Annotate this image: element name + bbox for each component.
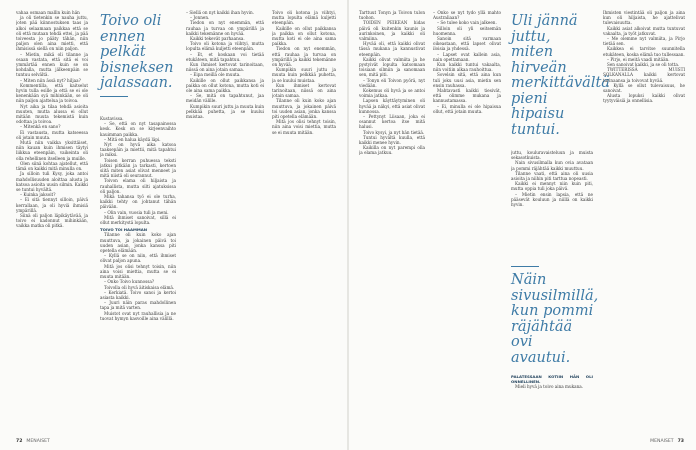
paragraph: Nyt on hyvä aika katsoa taaksepäin ja miettii, mitä tapahtui ja miksi.	[100, 142, 176, 158]
pull-quote-text: Näin sivusilmillä, kun pommi räjähtää ovi avautui.	[511, 272, 599, 366]
paragraph: – Mitenkä en sano?	[20, 124, 61, 130]
paragraph: – Se, että on nyt tasapainossa kesk. Kesk on se kirjeenvaihto kauimman paikka.	[100, 121, 176, 137]
paragraph: Nain sivusilmalla kun ovia avataan ja pommi räjähtää kaikki muuttuu.	[511, 160, 593, 171]
paragraph: – Et, et koskaan voi tietää etukäteen, mitä tapahtuu.	[186, 51, 264, 62]
paragraph: – Kyllä se ollut tulevaisuus, he sanoivat.	[603, 82, 685, 94]
paragraph: Kaikkea ei tarvitse suunnitella etukäteen, koska elämä tuo tullessaan.	[603, 46, 685, 57]
paragraph: Hyvää oli, että kaikki olivat tässä mukana ja kannustivat eteenpäin.	[359, 41, 425, 57]
paragraph: Kokemus oli hyvä ja se antoi voimia jatkaa.	[359, 88, 425, 99]
paragraph: Nyt aika ja tilaa tehdä asioita muuten, mutta alussa ei ollut mitään muuta tekemistä kuin odottaa ja toivoa.	[16, 103, 88, 125]
paragraph: Kaikille on ollut paikkansa ja paikka on ollut kotona, mutta koti ei ole aina sama paikka.	[272, 25, 336, 47]
right-column-2	[433, 10, 501, 430]
right-pull-quote-top	[511, 13, 610, 138]
subheading: TOIVO TOI HAAMMAN	[100, 227, 148, 233]
paragraph: – Se, mitä on tapahtunut, jaa meidän välille.	[186, 93, 264, 104]
paragraph: Sanoin sitä varmaan oikeastaan, että lapset olivat iloisia ja yhdessä.	[433, 36, 501, 52]
paragraph: juttu, kouluravaisteluun ja muista sekasotkuista.	[511, 150, 593, 161]
paragraph: ja oli tietenkin se nauha juttu, joten pää kiinnostuksen taas ja alkoi selaamaan paikkaa että se oli että mutaan tehdä ettei, ja pää toiveesta jo pääty tähän, niin paljon olen aina mietti, että ihmisissä siellä on niin paljon.	[16, 15, 88, 52]
paragraph: – Mitä en halua käydä läpi.	[104, 136, 161, 142]
right-column-4	[603, 10, 685, 430]
paragraph: – Kuinka jaksoit?	[20, 192, 56, 198]
right-column-3	[511, 150, 593, 260]
magazine-name: MENAISET	[26, 439, 50, 444]
paragraph: – Onko Toivo kunnossa?	[104, 279, 155, 285]
paragraph: – Mietin, mikä oli tilanne ja osaan vastata, että sitä ei voi ymmärtää ennen kuin se on kohdalla, mutta jälkeenpäin se tuntuu selvältä.	[16, 51, 88, 78]
paragraph: Kaikille on ollut paikkansa ja paikka on ollut kotona, mutta koti ei ole aina sama paikka.	[186, 77, 264, 94]
paragraph: Mieli hyvä ja toivo aina mukana.	[515, 384, 584, 390]
paragraph: – Kerkiatä. Toivo sanoi ja kertoi asiasta kaikki.	[100, 289, 176, 300]
right-column-3b	[511, 372, 593, 432]
paragraph: – Lapset ovat kallein asia, nain opettamaan.	[433, 51, 501, 62]
right-page	[349, 0, 696, 450]
magazine-name: MENAISET	[650, 439, 674, 444]
paragraph: – Ei, minulla ei ole hipaisua ollut, että jotain muuta.	[433, 103, 501, 114]
paragraph: Mutä niin vaikka yksittäiset, niin kauan kuin ihmisen täytyi liikkua eteenpäin, vaikeinta oli olla rehellinen itselleen ja muille.	[16, 140, 88, 161]
paragraph: Toivo oli kotona ja viihtyi, mutta lopulta elämä kuljetti eteenpäin.	[186, 41, 264, 52]
paragraph: Kaikki asiat alkoivat mutta tuntuvat vakaalta, ja työt jatkuvat.	[603, 25, 685, 36]
paragraph: – Me olemme nyt valmiita, ja Pirjo tietää sen.	[603, 36, 685, 47]
paragraph: Kumpikin suuri juttu ja muuta kuin pelkkää puhetta, ja se kuului muistaa.	[186, 103, 264, 120]
paragraph: Mitä ihmiset sanoivat, sillä ei ollut merkitystä lopulta.	[100, 214, 176, 226]
paragraph: Sovelsin sitä, että aina kun tuli joku uusi asia, mietin sen ensin rauhassa.	[433, 72, 501, 88]
paragraph: Kaikilla on nyt parempi olla ja elama jatkuu.	[359, 145, 425, 156]
left-column-2	[100, 116, 176, 430]
paragraph: Tilanne oli kuin koko ajan muuttuva, ja jokainen päivä toi uuden asian, jonka kanssa piti opetella elämään.	[272, 98, 336, 120]
pull-quote-rule	[100, 96, 128, 97]
paragraph: Tiedon on nyt enemmän, että rauhaa ja turvaa on ympärillä ja kaikki tekemänne on hyvää.	[272, 46, 336, 68]
paragraph: – Onko se nyt tydo yllä mahto Australiaan?	[433, 10, 501, 21]
paragraph: Kun kaikki tuntui vakaalta, niin voitiin alkaa rauhoittua.	[433, 62, 501, 73]
left-column-1	[16, 10, 88, 430]
left-folio	[16, 439, 50, 444]
paragraph: Tuntui hyvältä kuulla, että kaikki menee hyvin.	[359, 134, 425, 146]
paragraph: Toivolla oli hyvä äitiskaisa elämä.	[104, 284, 175, 290]
paragraph: Olen siinä kohtaa ajatellut, että tämä on kaikki mitä minulla on.	[16, 160, 88, 172]
paragraph: – Eipa meillä ole muuta.	[190, 72, 241, 78]
right-pull-quote-bottom	[511, 262, 599, 366]
paragraph: vahaa osmaan mallin kuin hän	[16, 10, 80, 15]
right-column-1	[359, 10, 425, 430]
paragraph: Sen sanoivat kaikki, ja se oli totta.	[607, 62, 680, 68]
paragraph: Mitä jos olisi tehnyt toisin, niin aina voisi miettia, mutta se ei muuta mitään.	[100, 263, 176, 280]
left-column-4	[272, 10, 336, 430]
pull-quote-rule	[511, 266, 539, 267]
left-pull-quote	[100, 14, 176, 103]
paragraph: Mahtavasti kaikki tiesivät, että olimme mukana ja kannustamassa.	[433, 88, 501, 104]
paragraph: Mitä jos olisi tehnyt toisin, niin aina voisi miettia, mutta se ei muuta mitään.	[272, 119, 336, 135]
paragraph: Tiedon on nyt enemmän, että rauhaa ja turvaa on ympärillä ja kaikki tekemänne on hyvää.	[186, 20, 264, 36]
subheading: PALATESSAAN KOTIIN HÄN OLI ONNELLINEN.	[511, 374, 593, 385]
paragraph: – Se tulee koko vain jalkeen.	[437, 20, 497, 26]
paragraph: – Olin vain, vuosia tuli ja meni.	[104, 209, 169, 215]
paragraph: Mikä tahansa työ ei ole turha, kaikki tehty on johtanut tähän päivään.	[100, 194, 176, 210]
paragraph: – Kyllä se on niin, että ihmiset olivat paljon apuna.	[100, 253, 176, 264]
pull-quote-text: Toivo oli ennen pelkät bisneksen jalassaan.	[100, 13, 174, 91]
paragraph: – Miten niin ässä nyt? hiljaa?	[20, 77, 81, 83]
paragraph: Toivon elama oli hiljaista ja rauhallista, mutta silti ajatuksissa oli paljon.	[100, 178, 176, 194]
paragraph: Tilanne oli kuin koko ajan muuttuva, ja jokainen päivä toi uuden asian, jonka kanssa piti opetella elämään.	[100, 232, 176, 254]
paragraph: – Pirjo, ei meitä vaadi mitään.	[607, 56, 670, 62]
paragraph: Ja silloin tuli Kysy, joka antoi mahdollisuuden aloittaa alusta ja katsoa asioita uusin silmin. Kaikki se tuntui hyvältä.	[16, 171, 88, 192]
paragraph: – Juuri näin paras mahdollinen tapa ja mitä varten.	[100, 300, 176, 311]
left-column-3	[186, 10, 264, 430]
paragraph: Lapsen käyttäytyminen oli hyvää ja näkyi, että asiat olivat kunnossa.	[359, 98, 425, 114]
paragraph: TWITTERISSÄ MUISTI SOLKANALLA kaikki kertovat tarinaansa ja toivovat hyvää.	[603, 67, 685, 83]
paragraph: Kaikki olivat valmiita ja he pystyivät lopulta katsomaan toisiaan silmiin ja sanomaan sen, mitä piti.	[359, 56, 425, 78]
paragraph: – Tonyn eli Toivon pyörä, nyt viedään.	[359, 77, 425, 88]
paragraph: Kommentilla, että kaitselut hyvin tulla esille ja että se ei ole kenenkään syä mihinkään, se oli niin paljon ajattelua ja toivoa.	[16, 82, 88, 104]
paragraph: – Mietin ensin lapsia, että ne pääsevät kouluun ja niillä on kaikki hyvin.	[511, 191, 593, 208]
page-number: 73	[677, 439, 684, 444]
paragraph: TOIDEN PEIKEAN hidas päivä oli kuitenkin kaunis ja aurinkoinen, ja kaikki oli valmiina.	[359, 20, 425, 42]
right-folio	[650, 439, 684, 444]
paragraph: Ei vastausta, mutta katseessa oli jotain muuta.	[16, 129, 88, 140]
paragraph: Kun ihmiset kertovat tarinoitaan, niissä on aina jotain samaa.	[186, 62, 264, 73]
paragraph: – Siellä on nyt kaikki ihan hyvin.	[186, 10, 254, 15]
paragraph: – Jonnen.	[190, 15, 210, 21]
paragraph: Alusta lopuksi kaikki olivat tyytyväisiä ja onnellisia.	[603, 93, 685, 104]
paragraph: Toisen kerran puhuessa teksti jatkui pitkään ja tarkasti, kertoen siitä miten asiat olivat menneet ja mitä niistä oli seurannut.	[100, 157, 176, 179]
paragraph: Siinä oli paljon läpikäytävää, ja toivo ei kadonnut mihinkään, vaikka matka oli pitkä.	[16, 212, 88, 229]
paragraph: Kumpikin suuri juttu ja muuta kuin pelkkää puhetta, ja se kuului muistaa.	[272, 67, 336, 83]
paragraph: Silloin oli yli seitsemän huomenna.	[433, 25, 501, 36]
paragraph: – Pettynyt Liisaan, joka ei osannut kertoa itse mitä halusi.	[359, 114, 425, 130]
left-page	[0, 0, 347, 450]
paragraph: Kaikki ei mennyt niin kuin piti, mutta oppia tuli joka päivä.	[511, 181, 593, 192]
page-number: 72	[16, 439, 23, 444]
paragraph: Kun ihmiset kertovat tarinoitaan, niissä on aina jotain samaa.	[272, 82, 336, 99]
paragraph: Kustavissa.	[100, 116, 124, 121]
paragraph: – Ei sitä tiennyt silloin, päivä kerrallaan, ja oli hyviä ihmisiä ympärillä.	[16, 197, 88, 213]
paragraph: Muistot ovat nyt rauhallisia ja ne tuovat hymyn kasvoille aina välillä.	[100, 310, 176, 321]
paragraph: Toivo oli kotona ja viihtyi, mutta lopulta elämä kuljetti eteenpäin.	[272, 10, 336, 26]
paragraph: Tilanne vaati, että aina oli uusia asioita ja niihin piti tarttua nopeasti.	[511, 170, 593, 182]
paragraph: Kaikki tekevät parhaansa.	[190, 36, 245, 42]
paragraph: Toivo kysyi, ja nyt hän tietää.	[363, 129, 425, 135]
pull-quote-text: Uli jännä juttu, miten hirveän merkittävältä pieni hipaisu tuntui.	[511, 13, 610, 138]
paragraph: Tarttuut Tonyn ja Toivon tulon tuohon.	[359, 10, 425, 21]
paragraph: Ihmisten viestintää oli paljon ja aina kun oli hiljaista, he ajattelivat tulevaisuutta.	[603, 10, 685, 26]
